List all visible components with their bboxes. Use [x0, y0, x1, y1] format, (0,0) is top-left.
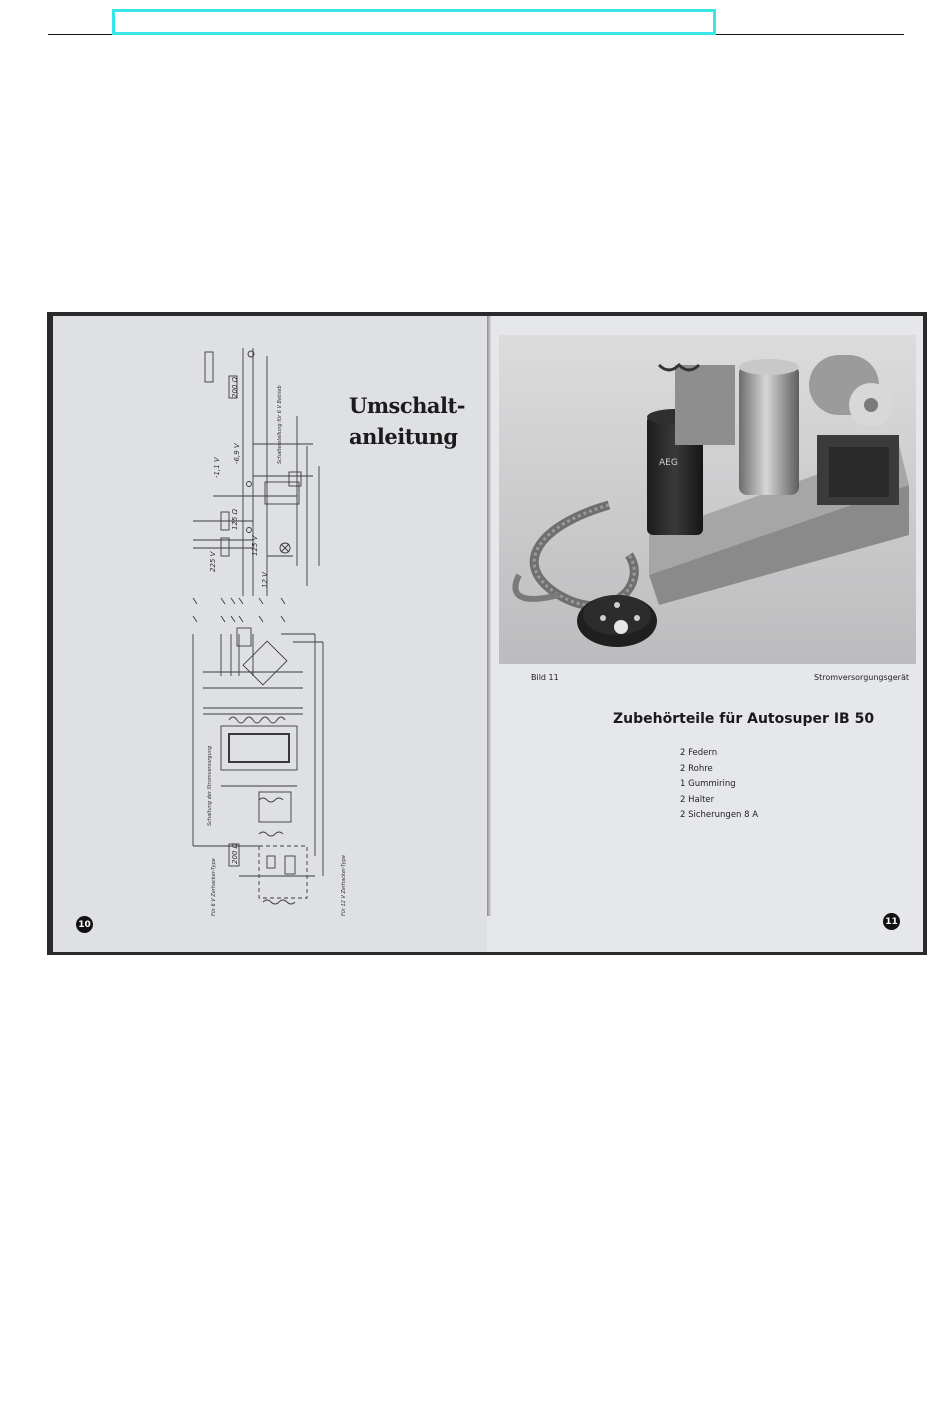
- svg-text:Für 12 V Zerhacker-Type: Für 12 V Zerhacker-Type: [341, 854, 347, 916]
- svg-text:AEG: AEG: [659, 458, 678, 468]
- page-number-left: 10: [76, 916, 93, 933]
- scanned-spread: [47, 312, 927, 955]
- svg-text:-6,9 V: -6,9 V: [233, 443, 241, 464]
- svg-text:Schalterstellung für 6 V Betri: Schalterstellung für 6 V Betrieb: [277, 385, 283, 464]
- figure-caption: Stromversorgungsgerät: [814, 673, 909, 682]
- title-line-1: Umschalt-: [349, 393, 465, 418]
- svg-text:12 V: 12 V: [261, 572, 269, 588]
- list-item: 2 Rohre: [680, 763, 713, 774]
- svg-text:200 Ω: 200 Ω: [231, 377, 239, 398]
- page-number-right: 11: [883, 913, 900, 930]
- svg-text:Für 6 V Zerhacker-Type: Für 6 V Zerhacker-Type: [211, 858, 217, 916]
- list-item: 2 Halter: [680, 794, 715, 805]
- list-item: 1 Gummiring: [680, 779, 736, 790]
- power-supply-photo: [499, 335, 916, 664]
- svg-text:200 Ω: 200 Ω: [231, 843, 239, 864]
- section-title: Zubehörteile für Autosuper IB 50: [613, 711, 875, 727]
- header-highlight-box: [112, 9, 716, 35]
- svg-text:125 V: 125 V: [251, 535, 259, 556]
- list-item: 2 Sicherungen 8 A: [680, 810, 759, 821]
- left-page: [53, 316, 487, 952]
- svg-text:Schaltung der Stromversorgung: Schaltung der Stromversorgung: [207, 745, 213, 826]
- page-title: [349, 390, 465, 452]
- figure-label: Bild 11: [531, 673, 559, 682]
- accessory-list: [680, 746, 758, 824]
- svg-text:125 Ω: 125 Ω: [231, 509, 239, 530]
- svg-text:225 V: 225 V: [209, 551, 217, 572]
- right-page: [487, 316, 923, 952]
- svg-text:-1,1 V: -1,1 V: [213, 457, 221, 478]
- list-item: 2 Federn: [680, 748, 718, 758]
- title-line-2: anleitung: [349, 424, 458, 449]
- page-gutter: [487, 316, 491, 916]
